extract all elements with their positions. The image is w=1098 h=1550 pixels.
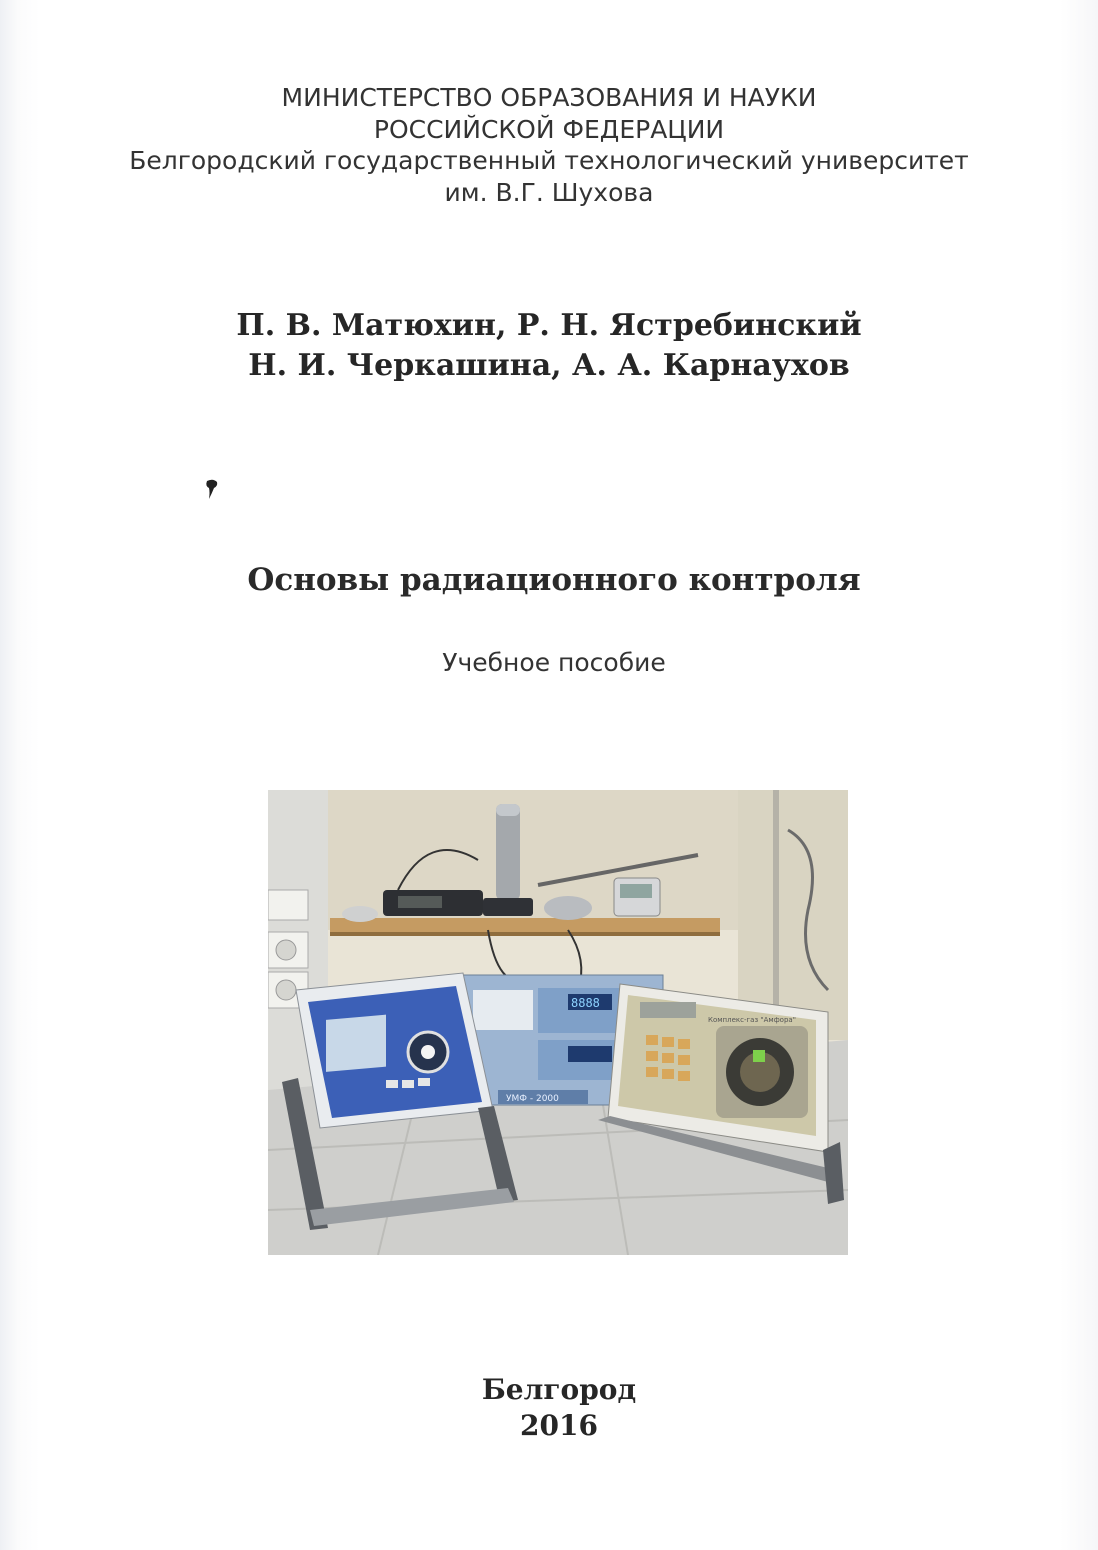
display-digits: 8888: [571, 996, 600, 1010]
book-subtitle: Учебное пособие: [442, 648, 666, 677]
authors-line-1: П. В. Матюхин, Р. Н. Ястребинский: [236, 308, 862, 343]
cover-photo: [268, 790, 848, 1255]
book-title: Основы радиационного контроля: [247, 562, 861, 598]
authors-block: [0, 306, 1098, 386]
university-eponym: им. В.Г. Шухова: [444, 177, 654, 207]
university-name: Белгородский государственный технологический университет: [129, 146, 969, 175]
device-model-label: УМФ - 2000: [506, 1094, 559, 1104]
imprint: [0, 1372, 1098, 1444]
imprint-city: Белгород: [481, 1373, 637, 1406]
ministry-line-2: РОССИЙСКОЙ ФЕДЕРАЦИИ: [373, 114, 725, 144]
ministry-line-1: МИНИСТЕРСТВО ОБРАЗОВАНИЯ И НАУКИ: [281, 83, 817, 112]
authors-line-2: Н. И. Черкашина, А. А. Карнаухов: [248, 348, 850, 383]
imprint-year: 2016: [520, 1409, 598, 1442]
lab-equipment-illustration: [268, 790, 848, 1255]
analyzer-label: Комплекс-газ "Амфора": [708, 1016, 796, 1024]
publisher-header: [0, 82, 1098, 208]
ink-speck: [203, 478, 219, 500]
